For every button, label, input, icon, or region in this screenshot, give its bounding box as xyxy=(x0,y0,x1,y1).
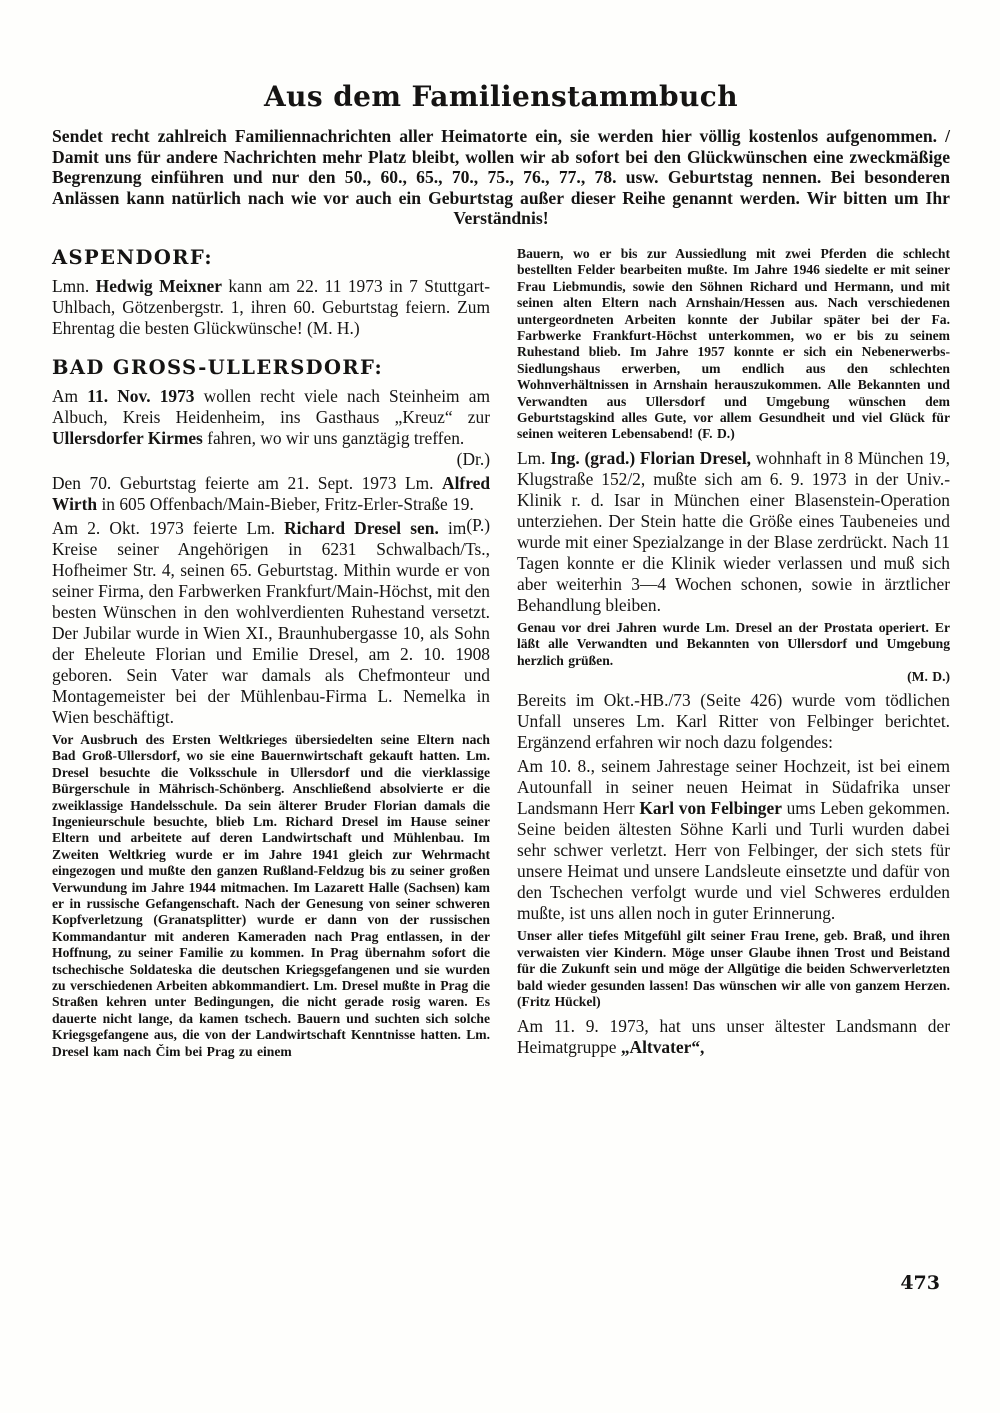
person-name-meixner: Hedwig Meixner xyxy=(95,275,222,296)
signature-p: (P.) xyxy=(466,514,490,535)
signature-dr: (Dr.) xyxy=(456,448,490,469)
column-left xyxy=(52,246,490,1060)
column-right xyxy=(517,246,950,1060)
page-number: 473 xyxy=(900,1272,940,1294)
two-column-layout xyxy=(52,246,950,1060)
paragraph-felbinger-accident xyxy=(517,756,950,924)
paragraph-felbinger-report: Bereits im Okt.-HB./73 (Seite 426) wurde vom tödlichen Unfall unseres Lm. Karl Ritter von Felbinger berichtet. Ergänzend erfahren wir noch dazu folgendes: xyxy=(517,690,950,753)
text-run: im Kreise seiner Angehörigen in 6231 Schwalbach/Ts., Hofheimer Str. 4, seinen 65. Geburtstag. Mithin wurde er von seiner Firma, den Farbwerken Frankfurt/Main-Höchst, mit den besten Wünschen in den wohlverdienten Ruhestand versetzt. Der Jubilar wurde in Wien XI., Braunhubergasse 10, als Sohn der Eheleute Florian und Emilie Dresel, am 2. 10. 1908 geboren. Sein Vater war damals als Chefmonteur und Montagemeister bei der Mühlenbau-Firma L. Nemelka in Wien beschäftigt. xyxy=(52,517,490,727)
text-run: Am 11. 9. 1973, hat uns unser ältester Landsmann der Heimatgruppe xyxy=(517,1015,950,1057)
event-name-kirmes: Ullersdorfer Kirmes xyxy=(52,427,203,448)
text-run: kann am 22. 11 1973 in 7 Stuttgart-Uhlbach, Götzenbergstr. 1, ihren 60. Geburtstag feiern. Zum Ehrentag die besten Glückwünsche! (M. H.) xyxy=(52,275,490,338)
paragraph-kirmes xyxy=(52,386,490,470)
text-run: Lm. xyxy=(517,447,551,468)
text-run: fahren, wo wir uns ganztägig treffen. xyxy=(202,427,465,448)
paragraph-florian-dresel xyxy=(517,448,950,616)
text-run: Am xyxy=(52,385,88,406)
text-run: Am 2. Okt. 1973 feierte Lm. xyxy=(52,517,285,538)
text-run: Den 70. Geburtstag feierte am 21. Sept. 1973 Lm. xyxy=(52,472,443,493)
signature-md: (M. D.) xyxy=(907,669,950,685)
paragraph-condolence xyxy=(517,928,950,1010)
text-run: ums Leben gekommen. Seine beiden ältesten Söhne Karli und Turli wurden dabei sehr schwer verletzt. Herr von Felbinger, der sich stets für unsere Heimat und unsere Landsleute einsetzte und dafür von den Tschechen verfolgt wurde und viel Schweres erdulden mußte, ist uns allen noch in guter Erinnerung. xyxy=(517,798,950,924)
signature-fritz-hueckel: (Fritz Hückel) xyxy=(517,994,601,1010)
text-run: wohnhaft in 8 München 19, Klugstraße 152/2, mußte sich am 6. 9. 1973 in der Univ.-Klinik r. d. Isar in München einer Blasenstein-Operation unterziehen. Der Stein hatte die Größe eines Taubeneies und wurde mit einer Spezialzange in der Blase zerdrückt. Nach 11 Tagen konnte er die Klinik wieder verlassen und muß sich aber weiterhin 3—4 Wochen schonen, sowie in ärztlicher Behandlung bleiben. xyxy=(517,447,950,615)
text-run: Genau vor drei Jahren wurde Lm. Dresel an der Prostata operiert. Er läßt alle Verwandten und Bekannten von Ullersdorf und Umgebung herzlich grüßen. xyxy=(517,619,950,668)
text-run: Am 10. 8., seinem Jahrestage seiner Hochzeit, ist bei einem Autounfall in seiner neuen Heimat in Südafrika unser Landsmann Herr xyxy=(517,756,950,819)
text-run: Unser aller tiefes Mitgefühl gilt seiner Frau Irene, geb. Braß, und ihren verwaisten vier Kindern. Möge unser Glaube ihnen Trost und Beistand für die Zukunft sein und möge der Allgütige die beiden Schwerverletzten bald wieder gesunden lassen! Das wünschen wir alle von ganzem Herzen. xyxy=(517,928,950,993)
text-run: Lmn. xyxy=(52,275,96,296)
person-name-wirth: Alfred Wirth xyxy=(52,472,490,514)
paragraph-altvater xyxy=(517,1016,950,1058)
person-name-felbinger: Karl von Felbinger xyxy=(639,798,782,819)
editorial-intro: Sendet recht zahlreich Familiennachrichten aller Heimatorte ein, sie werden hier völlig kostenlos aufgenommen. / Damit uns für andere Nachrichten mehr Platz bleibt, wollen wir ab sofort bei den Glückwünschen eine zweckmäßige Begrenzung einführen und nur den 50., 60., 65., 70., 75., 76., 77., 78. usw. Geburtstag nennen. Bei besonderen Anlässen kann natürlich nach wie vor auch ein Geburtstag außer dieser Reihe genannt werden. Wir bitten um Ihr Verständnis! xyxy=(52,126,950,229)
date-kirmes: 11. Nov. 1973 xyxy=(87,385,195,406)
section-heading-aspendorf: ASPENDORF: xyxy=(52,245,214,269)
text-run: in 605 Offenbach/Main-Bieber, Fritz-Erler-Straße 19. xyxy=(97,493,474,514)
paragraph-dresel-history-continued: Bauern, wo er bis zur Aussiedlung mit zwei Pferden die schlecht bestellten Felder bearbeiten mußte. Im Jahre 1946 siedelte er mit seiner Frau Liebmundis, sowie den Söhnen Richard und Hermann, und mit seinen alten Eltern nach Arnshain/Hessen aus. Nach verschiedenen untergeordneten Arbeiten konnte der Jubilar später bei der Fa. Farbwerke Frankfurt-Höchst unterkommen, wo er bis zu seinem Ruhestand blieb. Im Jahre 1957 konnte er sich ein Nebenerwerbs-Siedlungshaus erwerben, um endlich aus den schlechten Wohnverhältnissen in Arnshain herauszukommen. Alle Bekannten und Verwandten aus Ullersdorf und Umgebung wünschen dem Geburtstagskind alles Gute, vor allem Gesundheit und viel Glück für seinen weiteren Lebensabend! (F. D.) xyxy=(517,245,950,442)
paragraph-prostata-note xyxy=(517,620,950,686)
text-run: wollen recht viele nach Steinheim am Albuch, Kreis Heidenheim, ins Gasthaus „Kreuz“ zur xyxy=(52,385,490,427)
paragraph-dresel-history: Vor Ausbruch des Ersten Weltkrieges übersiedelten seine Eltern nach Bad Groß-Ullersdorf, wo sie eine Bauernwirtschaft gekauft hatten. Lm. Dresel besuchte die Volksschule in Ullersdorf und die vierklassige Bürgerschule in Mährisch-Schönberg. Anschließend absolvierte er die zweiklassige Handelsschule. Da sein älterer Bruder Florian damals die Ingenieurschule besuchte, blieb Lm. Richard Dresel im Hause seiner Eltern und arbeitete auf deren Landwirtschaft und Mühlenbau. Im Zweiten Weltkrieg wurde er im Jahre 1941 gleich zur Wehrmacht eingezogen und mußte den ganzen Rußland-Feldzug bis zu seiner großen Verwundung im Jahre 1944 mitmachen. Im Lazarett Halle (Sachsen) kam er in russische Gefangenschaft. Nach der Genesung von seiner schweren Kopfverletzung (Granatsplitter) wurde er dann von der russischen Kommandantur mit anderen Kameraden nach Prag entlassen, in der Hoffnung, zu seiner Familie zu kommen. In Prag übernahm sofort die tschechische Soldateska die deutschen Kriegsgefangenen und sie wurden zu verschiedenen Arbeiten abkommandiert. Lm. Dresel mußte in Prag die Straßen kehren unter Bedingungen, die nicht gerade rosig waren. Es dauerte nicht lange, da kamen tschech. Bauern und suchten sich solche Kriegsgefangene aus, die von der Landwirtschaft Kenntnisse hatten. Lm. Dresel kam nach Čim bei Prag zu einem xyxy=(52,731,490,1059)
paragraph-dresel-sen xyxy=(52,518,490,728)
group-name-altvater: „Altvater“, xyxy=(620,1036,705,1057)
person-name-florian-dresel: Ing. (grad.) Florian Dresel, xyxy=(550,447,752,468)
page-title: Aus dem Familienstammbuch xyxy=(264,80,738,113)
person-name-dresel-sen: Richard Dresel sen. xyxy=(284,517,439,538)
paragraph-meixner xyxy=(52,276,490,339)
section-heading-ullersdorf: BAD GROSS-ULLERSDORF: xyxy=(52,355,384,379)
